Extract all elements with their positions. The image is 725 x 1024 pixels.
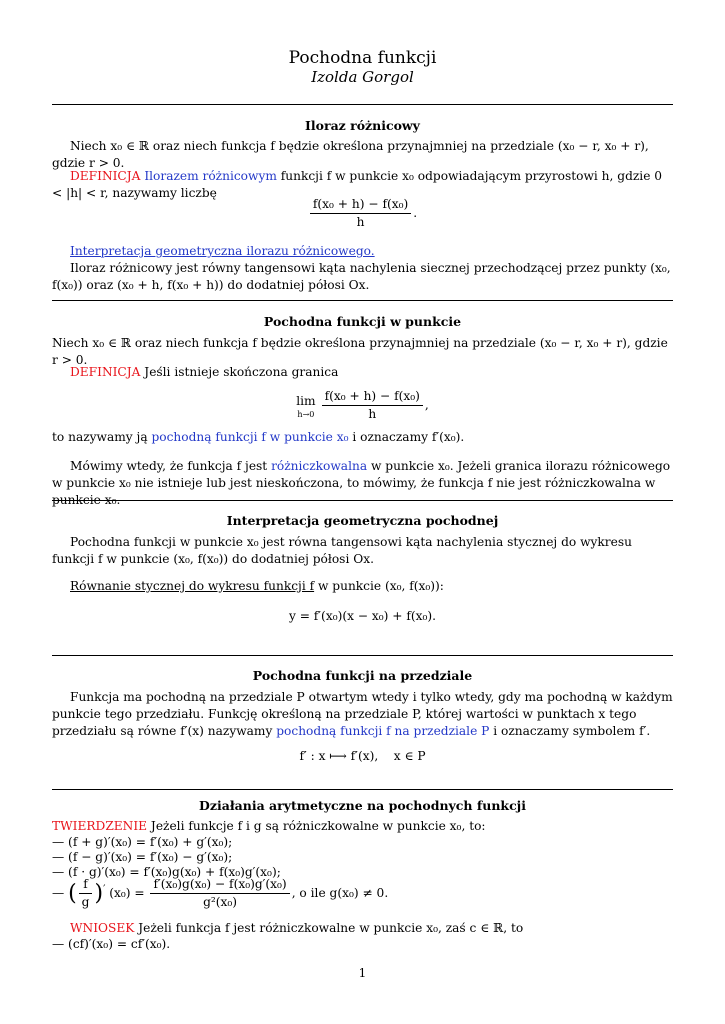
formula-denominator: g²(x₀) [203, 895, 238, 909]
text-fragment: (x₀) = [109, 886, 145, 900]
text-fragment: w punkcie (x₀, f(x₀)): [314, 579, 444, 593]
formula-denominator: h [356, 215, 365, 229]
s5-corollary [52, 920, 673, 937]
limit-subscript: h→0 [297, 409, 315, 419]
s3-tangent-label [52, 578, 673, 595]
document-author: Izolda Gorgol [311, 68, 414, 86]
interpretation-link: Interpretacja geometryczna ilorazu różnicowego. [70, 244, 375, 258]
document-title: Pochodna funkcji [288, 48, 437, 68]
theorem-label: TWIERDZENIE [52, 819, 148, 833]
s2-derivative-def [52, 429, 673, 446]
s2-differentiable [52, 458, 673, 509]
theorem-text: Jeżeli funkcje f i g są różniczkowalne w punkcie x₀, to: [147, 819, 486, 833]
rule-quotient: — ( $\frac{f}{g}$ )′ (x₀) = $\frac{\text{f′(x₀)g(x₀) − f(x₀)g′(x₀)}}{\text{g²(x₀)}}$ , o ile g(x₀) ≠ 0. [52, 877, 389, 909]
section-divider [52, 300, 673, 301]
text-fragment: w punkcie x₀. Jeżeli granica ilorazu różnicowego w punkcie x₀ nie istnieje lub jest nieskończona, to mówimy, że funkcja f nie jest różniczkowalna w punkcie x₀. [52, 459, 671, 507]
page-number: 1 [358, 966, 367, 980]
text-fragment: — [52, 886, 65, 900]
section-heading-iloraz: Iloraz różnicowy [305, 118, 420, 133]
s2-intro: Niech x₀ ∈ ℝ oraz niech funkcja f będzie określona przynajmniej na przedziale (x₀ − r, x₀ + r), gdzie r > 0. [52, 336, 668, 367]
s2-definition [52, 364, 673, 381]
formula-numerator: f′(x₀)g(x₀) − f(x₀)g′(x₀) [150, 876, 289, 894]
section-heading-interpretacja: Interpretacja geometryczna pochodnej [226, 513, 499, 528]
s2-limit-formula: lim h→0 $\frac{\text{f(x₀ + h) − f(x₀)}}{h}$ , [296, 389, 429, 421]
tangent-label: Równanie stycznej do wykresu funkcji f [70, 579, 315, 593]
section-heading-dzialania: Działania arytmetyczne na pochodnych funkcji [199, 798, 526, 813]
interval-derivative-term: pochodną funkcji f na przedziale P [276, 724, 490, 738]
text-fragment: , o ile g(x₀) ≠ 0. [291, 886, 389, 900]
text-fragment: to nazywamy ją [52, 430, 152, 444]
tangent-formula: y = f′(x₀)(x − x₀) + f(x₀). [288, 609, 437, 623]
s1-interpretation-text: Iloraz różnicowy jest równy tangensowi kąta nachylenia siecznej przechodzącej przez punkty (x₀, f(x₀)) oraz (x₀ + h, f(x₀ + h)) do dodatniej półosi Ox. [52, 261, 671, 292]
text-fragment: i oznaczamy symbolem f′. [489, 724, 651, 738]
formula-denominator: h [368, 407, 377, 421]
section-divider [52, 655, 673, 656]
quotient-f: f [79, 876, 93, 894]
formula-numerator: f(x₀ + h) − f(x₀) [310, 196, 411, 214]
s1-formula: $\frac{\text{f(x₀ + h) − f(x₀)}}{h}$ . [52, 196, 673, 231]
text-fragment: Funkcja ma pochodną na przedziale P otwartym wtedy i tylko wtedy, gdy ma pochodną w każdym punkcie tego przedziału. Funkcję określoną na przedziale P, której wartości w punktach x tego przedziału są równe f′(x) nazywamy [52, 690, 673, 738]
s5-theorem [52, 818, 673, 835]
text-fragment: Mówimy wtedy, że funkcja f jest [70, 459, 272, 473]
definition-term: Ilorazem różnicowym [144, 169, 277, 183]
differentiable-term: różniczkowalna [271, 459, 368, 473]
text-fragment: i oznaczamy f′(x₀). [348, 430, 465, 444]
definition-label: DEFINICJA [70, 169, 141, 183]
rule-sum: — (f + g)′(x₀) = f′(x₀) + g′(x₀); [52, 835, 233, 849]
interval-formula: f′ : x ⟼ f′(x), x ∈ P [299, 749, 426, 763]
section-divider [52, 789, 673, 790]
s3-text: Pochodna funkcji w punkcie x₀ jest równa tangensowi kąta nachylenia stycznej do wykresu funkcji f w punkcie (x₀, f(x₀)) do dodatniej półosi Ox. [52, 535, 632, 566]
derivative-term: pochodną funkcji f w punkcie x₀ [151, 430, 349, 444]
rule-constant: — (cf)′(x₀) = cf′(x₀). [52, 937, 171, 951]
rule-product: — (f · g)′(x₀) = f′(x₀)g(x₀) + f(x₀)g′(x₀); [52, 865, 281, 879]
definition-text: Jeśli istnieje skończona granica [140, 365, 339, 379]
definition-label: DEFINICJA [70, 365, 141, 379]
s1-intro: Niech x₀ ∈ ℝ oraz niech funkcja f będzie określona przynajmniej na przedziale (x₀ − r, x₀ + r), gdzie r > 0. [52, 139, 649, 170]
definition-text: funkcji f w punkcie x₀ odpowiadającym przyrostowi h, gdzie 0 < |h| < r, nazywamy liczbę [52, 169, 663, 200]
section-divider [52, 500, 673, 501]
rule-difference: — (f − g)′(x₀) = f′(x₀) − g′(x₀); [52, 850, 233, 864]
corollary-label: WNIOSEK [70, 921, 135, 935]
s4-text [52, 689, 673, 740]
section-heading-przedzial: Pochodna funkcji na przedziale [252, 668, 473, 683]
quotient-g: g [81, 895, 90, 909]
s1-interpretation-link [52, 243, 673, 260]
section-heading-pochodna-punkt: Pochodna funkcji w punkcie [263, 314, 462, 329]
formula-numerator: f(x₀ + h) − f(x₀) [322, 388, 423, 406]
corollary-text: Jeżeli funkcja f jest różniczkowalne w punkcie x₀, zaś c ∈ ℝ, to [134, 921, 524, 935]
section-divider [52, 104, 673, 105]
limit-word: lim [296, 393, 316, 408]
